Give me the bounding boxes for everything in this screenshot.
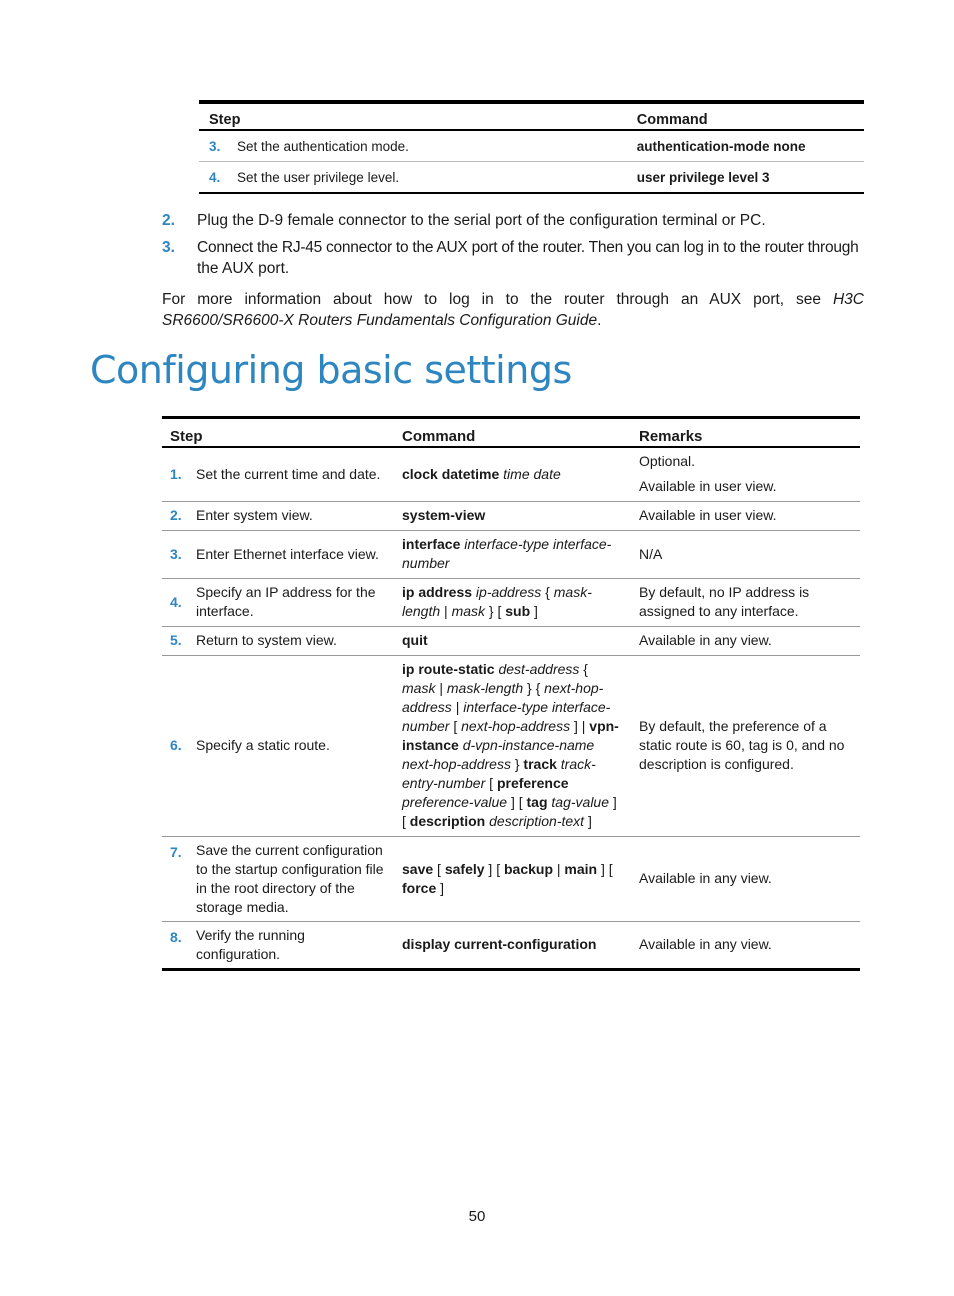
col-header-step: Step bbox=[162, 418, 394, 448]
step-text: Set the authentication mode. bbox=[227, 130, 627, 162]
step-text: Specify a static route. bbox=[188, 655, 394, 836]
step-text: Save the current configuration to the startup configuration file in the root directory of the storage media. bbox=[188, 836, 394, 921]
list-number: 2. bbox=[162, 212, 175, 229]
col-header-step: Step bbox=[199, 102, 627, 130]
table-row bbox=[162, 447, 860, 501]
step-number: 3. bbox=[199, 130, 227, 162]
step-number: 3. bbox=[162, 530, 188, 578]
table-row bbox=[199, 130, 864, 162]
command-text: ip route-static dest-address { mask | mask-length } { next-hop-address | interface-type interface-number [ next-hop-address ] | vpn-instance d-vpn-instance-name next-hop-address } track track-entry-number [ preference preference-value ] [ tag tag-value ] [ description description-text ] bbox=[394, 655, 631, 836]
step-text: Enter Ethernet interface view. bbox=[188, 530, 394, 578]
command-text: quit bbox=[394, 626, 631, 655]
remarks-text: N/A bbox=[631, 530, 860, 578]
table-row bbox=[162, 921, 860, 969]
step-text: Verify the running configuration. bbox=[196, 926, 305, 962]
table-row bbox=[162, 626, 860, 655]
table-row bbox=[162, 578, 860, 626]
list-item bbox=[162, 210, 864, 231]
step-number: 4. bbox=[209, 170, 221, 185]
command-text: authentication-mode none bbox=[627, 130, 864, 162]
basic-settings-table bbox=[162, 416, 860, 971]
step-number: 5. bbox=[162, 626, 188, 655]
table-row bbox=[162, 530, 860, 578]
step-number: 1. bbox=[162, 447, 188, 501]
remarks-text: By default, no IP address is assigned to any interface. bbox=[631, 578, 860, 626]
command-text: system-view bbox=[394, 501, 631, 530]
step-text: Specify an IP address for the interface. bbox=[188, 578, 394, 626]
list-item bbox=[162, 237, 864, 279]
command-text: user privilege level 3 bbox=[636, 170, 770, 185]
remarks-text: Available in any view. bbox=[631, 626, 860, 655]
remarks-text: Available in any view. bbox=[639, 936, 772, 952]
step-number: 6. bbox=[162, 655, 188, 836]
step-number: 4. bbox=[162, 578, 188, 626]
step-text: Set the user privilege level. bbox=[237, 170, 400, 185]
list-text: Connect the RJ-45 connector to the AUX port of the router. Then you can log in to the router through the AUX port. bbox=[197, 239, 859, 277]
table-row bbox=[199, 162, 864, 194]
page-number: 50 bbox=[468, 1208, 486, 1225]
list-number: 3. bbox=[162, 239, 175, 256]
col-header-remarks: Remarks bbox=[631, 418, 860, 448]
remarks-text: Available in any view. bbox=[631, 836, 860, 921]
section-title: Configuring basic settings bbox=[90, 348, 572, 392]
list-text: Plug the D-9 female connector to the serial port of the configuration terminal or PC. bbox=[197, 212, 766, 229]
info-paragraph-line1: For more information about how to log in to the router through an AUX port, see H3C bbox=[162, 291, 864, 308]
step-number: 7. bbox=[162, 836, 188, 921]
command-text: save [ safely ] [ backup | main ] [ force ] bbox=[394, 836, 631, 921]
step-text: Enter system view. bbox=[188, 501, 394, 530]
step-text: Set the current time and date. bbox=[188, 447, 394, 501]
command-text: ip address ip-address { mask-length | mask } [ sub ] bbox=[394, 578, 631, 626]
info-paragraph-line2: SR6600/SR6600-X Routers Fundamentals Configuration Guide. bbox=[162, 312, 602, 329]
table-row bbox=[162, 836, 860, 921]
command-text: display current-configuration bbox=[402, 936, 597, 952]
remarks-text: Available in user view. bbox=[631, 501, 860, 530]
step-number: 8. bbox=[170, 928, 182, 945]
top-command-table bbox=[199, 100, 864, 194]
step-number: 2. bbox=[162, 501, 188, 530]
step-text: Return to system view. bbox=[188, 626, 394, 655]
command-text: interface interface-type interface-number bbox=[394, 530, 631, 578]
table-row bbox=[162, 501, 860, 530]
remarks-text: Optional. Available in user view. bbox=[631, 447, 860, 501]
command-text: clock datetime time date bbox=[394, 447, 631, 501]
table-row bbox=[162, 655, 860, 836]
col-header-command: Command bbox=[394, 418, 631, 448]
remarks-text: By default, the preference of a static route is 60, tag is 0, and no description is configured. bbox=[631, 655, 860, 836]
col-header-command: Command bbox=[627, 102, 864, 130]
